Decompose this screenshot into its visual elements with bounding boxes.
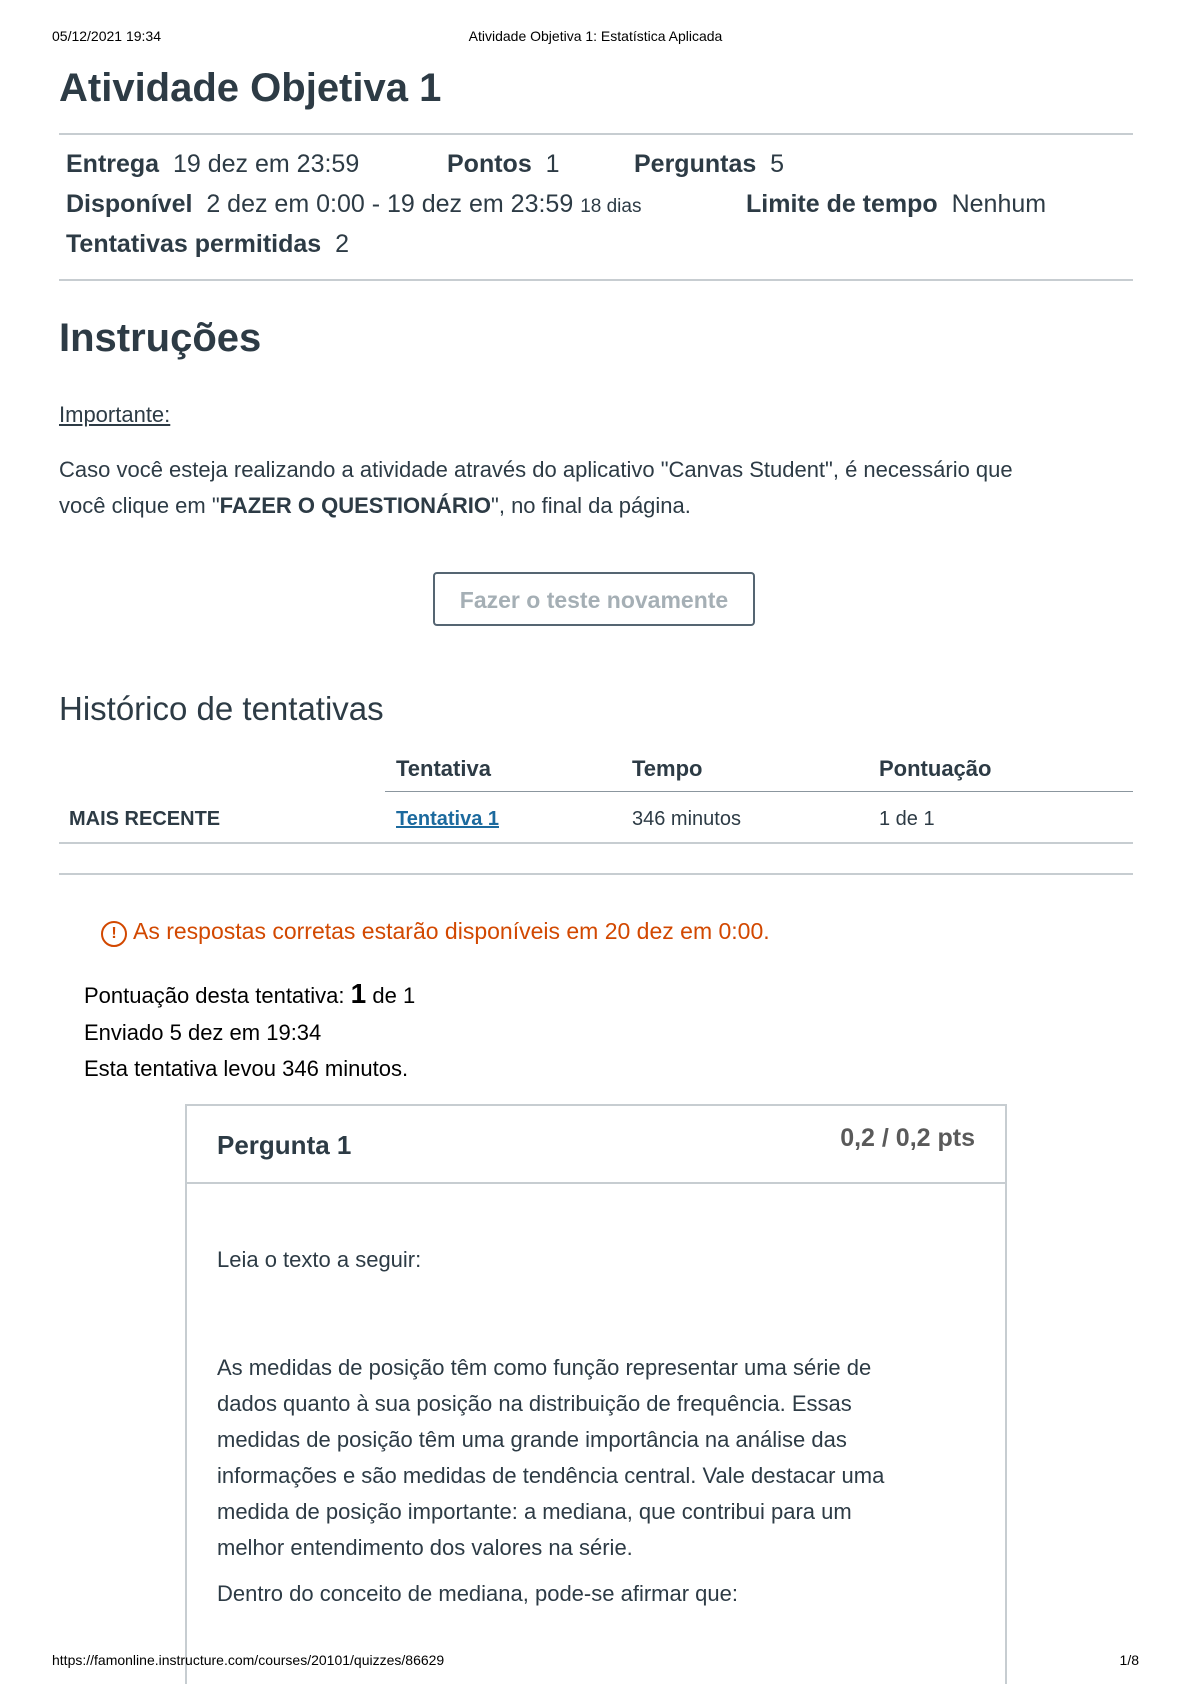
page-number: 1/8	[1119, 1652, 1139, 1668]
limite-detail	[746, 190, 1046, 219]
history-heading: Histórico de tentativas	[59, 690, 384, 727]
question-card	[185, 1104, 1007, 1684]
pontos-detail	[447, 150, 560, 179]
row-divider	[59, 842, 1133, 844]
entrega-label: Entrega	[66, 150, 160, 178]
question-body-line: As medidas de posição têm como função representar uma série de	[217, 1355, 872, 1380]
answers-alert	[101, 918, 770, 947]
attempt-score	[84, 978, 415, 1010]
important-label: Importante:	[59, 402, 171, 427]
entrega-value: 19 dez em 23:59	[173, 150, 360, 178]
score-of: de 1	[372, 983, 416, 1008]
attempt-link[interactable]: Tentativa 1	[396, 808, 499, 830]
alert-text: As respostas corretas estarão disponíveis em 20 dez em 0:00.	[133, 918, 770, 944]
pontos-value: 1	[545, 150, 560, 178]
instructions-text	[59, 452, 1133, 524]
print-url: https://famonline.instructure.com/courses/20101/quizzes/86629	[52, 1652, 445, 1668]
question-body-line: medida de posição importante: a mediana, que contribui para um	[217, 1499, 852, 1524]
instructions-bold: FAZER O QUESTIONÁRIO	[219, 493, 492, 518]
column-header-tentativa: Tentativa	[396, 756, 491, 781]
tentativas-detail	[66, 230, 349, 259]
score-label: Pontuação desta tentativa:	[84, 983, 345, 1008]
perguntas-value: 5	[770, 150, 785, 178]
warning-icon: !	[101, 921, 127, 947]
duration-info: Esta tentativa levou 346 minutos.	[84, 1056, 409, 1081]
disponivel-value: 2 dez em 0:00 - 19 dez em 23:59	[206, 190, 574, 218]
instructions-line-2a: você clique em "	[59, 493, 220, 518]
instructions-heading: Instruções	[59, 316, 262, 360]
question-header	[187, 1106, 1005, 1184]
question-points: 0,2 / 0,2 pts	[840, 1124, 975, 1152]
instructions-line-1: Caso você esteja realizando a atividade através do aplicativo "Canvas Student", é necessário que	[59, 457, 1013, 482]
quiz-title: Atividade Objetiva 1	[59, 66, 442, 110]
divider	[59, 873, 1133, 875]
limite-label: Limite de tempo	[746, 190, 938, 218]
tentativas-label: Tentativas permitidas	[66, 230, 322, 258]
instructions-line-2b: ", no final da página.	[491, 493, 691, 518]
question-title: Pergunta 1	[217, 1130, 352, 1160]
score-cell: 1 de 1	[879, 808, 935, 830]
limite-value: Nenhum	[951, 190, 1047, 218]
question-body-line: dados quanto à sua posição na distribuição de frequência. Essas	[217, 1391, 852, 1416]
print-title: Atividade Objetiva 1: Estatística Aplicada	[468, 28, 723, 44]
disponivel-label: Disponível	[66, 190, 193, 218]
perguntas-detail	[634, 150, 784, 179]
attempt-cell	[396, 808, 499, 831]
pontos-label: Pontos	[447, 150, 532, 178]
question-intro: Leia o texto a seguir:	[217, 1247, 422, 1272]
submitted-info: Enviado 5 dez em 19:34	[84, 1020, 322, 1045]
tentativas-value: 2	[335, 230, 349, 258]
entrega-detail	[66, 150, 359, 179]
disponivel-extra: 18 dias	[580, 196, 642, 217]
disponivel-detail	[66, 190, 641, 219]
perguntas-label: Perguntas	[634, 150, 757, 178]
question-prompt: Dentro do conceito de mediana, pode-se afirmar que:	[217, 1581, 738, 1606]
score-value: 1	[350, 978, 367, 1009]
divider	[59, 133, 1133, 135]
question-body-line: informações e são medidas de tendência central. Vale destacar uma	[217, 1463, 885, 1488]
print-header	[52, 28, 1139, 48]
print-date: 05/12/2021 19:34	[52, 28, 161, 44]
column-header-tempo: Tempo	[632, 756, 703, 781]
column-header-pontuacao: Pontuação	[879, 756, 992, 781]
print-footer	[52, 1652, 1139, 1672]
question-body	[217, 1350, 977, 1566]
instructions-line-2	[59, 488, 1133, 524]
question-body-line: melhor entendimento dos valores na série.	[217, 1535, 633, 1560]
row-label: MAIS RECENTE	[69, 808, 221, 830]
time-cell: 346 minutos	[632, 808, 741, 830]
divider	[59, 279, 1133, 281]
question-body-line: medidas de posição têm uma grande importância na análise das	[217, 1427, 847, 1452]
retake-quiz-button[interactable]: Fazer o teste novamente	[433, 572, 755, 626]
